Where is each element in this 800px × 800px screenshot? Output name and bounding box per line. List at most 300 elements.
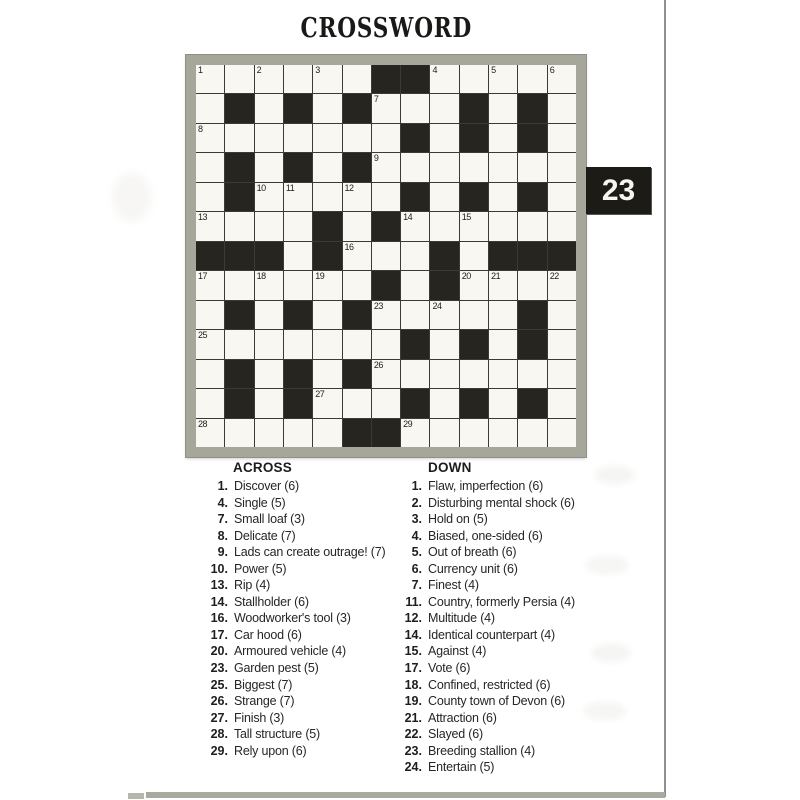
- clue-item: [196, 744, 401, 761]
- grid-cell-black: [401, 124, 429, 152]
- clue-item: [196, 727, 401, 744]
- clue-text: Vote (6): [428, 661, 471, 676]
- clue-number: 7.: [217, 512, 228, 527]
- grid-cell: [489, 330, 517, 358]
- grid-cell-number: 11: [285, 182, 295, 193]
- grid-cell: [372, 94, 400, 122]
- grid-cell-black: [489, 242, 517, 270]
- clue-text: Flaw, imperfection (6): [428, 479, 544, 493]
- clue-text: Hold on (5): [428, 512, 488, 527]
- crossword-grid: [196, 65, 576, 447]
- clue-item: [390, 529, 648, 546]
- grid-cell-number: 8: [198, 123, 203, 134]
- crossword-grid-frame: [186, 55, 586, 457]
- grid-cell: [313, 301, 341, 329]
- clue-text: Woodworker's tool (3): [234, 611, 351, 626]
- grid-cell: [372, 360, 400, 388]
- grid-cell: [518, 360, 546, 388]
- clue-text: Single (5): [234, 495, 286, 510]
- clue-number: 18.: [404, 677, 422, 692]
- page-number-badge: [586, 167, 651, 214]
- clue-item: [390, 744, 648, 761]
- clue-item: [390, 595, 648, 612]
- clue-number: 20.: [210, 644, 228, 659]
- grid-cell-black: [460, 183, 488, 211]
- clue-text: Out of breath (6): [428, 545, 517, 560]
- grid-cell: [489, 183, 517, 211]
- clue-item: [196, 496, 401, 513]
- clue-text: Confined, restricted (6): [428, 677, 551, 692]
- grid-cell: [518, 271, 546, 299]
- clue-number: 21.: [404, 710, 422, 725]
- grid-cell: [255, 212, 283, 240]
- clue-item: [196, 661, 401, 678]
- clue-item: [196, 529, 401, 546]
- grid-cell: [313, 94, 341, 122]
- grid-cell: [372, 301, 400, 329]
- grid-cell: [460, 301, 488, 329]
- grid-cell: [460, 212, 488, 240]
- grid-cell-number: 9: [373, 153, 379, 164]
- clue-number: 26.: [210, 694, 228, 709]
- grid-cell-number: 5: [491, 65, 496, 75]
- grid-cell-number: 1: [198, 65, 203, 75]
- grid-cell: [548, 271, 576, 299]
- grid-cell: [343, 271, 371, 299]
- grid-cell-number: 27: [315, 389, 325, 400]
- clue-item: [390, 479, 648, 496]
- grid-cell: [284, 65, 312, 93]
- across-header: ACROSS: [233, 460, 292, 475]
- clue-text: Currency unit (6): [428, 561, 518, 576]
- grid-cell-number: 20: [461, 271, 471, 282]
- grid-cell-number: 13: [198, 212, 208, 223]
- grid-cell: [255, 183, 283, 211]
- grid-cell: [313, 153, 341, 181]
- grid-cell: [372, 124, 400, 152]
- grid-cell: [343, 389, 371, 417]
- clue-text: County town of Devon (6): [428, 694, 565, 709]
- grid-cell-number: 19: [315, 271, 325, 282]
- grid-cell: [518, 419, 546, 447]
- grid-cell: [225, 124, 253, 152]
- grid-cell-black: [372, 271, 400, 299]
- clue-text: Biased, one-sided (6): [428, 528, 543, 543]
- grid-cell: [196, 183, 224, 211]
- grid-cell: [343, 242, 371, 270]
- grid-cell: [343, 65, 371, 93]
- clue-text: Tall structure (5): [234, 727, 321, 742]
- clue-number: 25.: [210, 677, 228, 692]
- clue-item: [196, 711, 401, 728]
- grid-cell: [460, 65, 488, 93]
- grid-cell: [225, 330, 253, 358]
- across-clue-list: [196, 479, 401, 760]
- clue-text: Finish (3): [234, 710, 285, 725]
- grid-cell: [284, 271, 312, 299]
- clue-number: 13.: [210, 578, 228, 593]
- clue-item: [196, 578, 401, 595]
- grid-cell-number: 29: [403, 418, 413, 429]
- clue-item: [390, 727, 648, 744]
- grid-cell-black: [460, 389, 488, 417]
- grid-cell-black: [401, 65, 429, 93]
- grid-cell: [460, 153, 488, 181]
- grid-cell: [401, 242, 429, 270]
- grid-cell-black: [372, 65, 400, 93]
- grid-cell-black: [518, 389, 546, 417]
- scan-smudge: [588, 706, 622, 716]
- grid-cell-black: [460, 330, 488, 358]
- grid-cell: [255, 153, 283, 181]
- grid-cell: [196, 153, 224, 181]
- page-title: CROSSWORD: [300, 13, 472, 44]
- clue-item: [390, 496, 648, 513]
- clue-item: [196, 628, 401, 645]
- clue-text: Delicate (7): [234, 528, 296, 543]
- grid-cell: [401, 301, 429, 329]
- grid-cell-black: [518, 301, 546, 329]
- grid-cell: [430, 330, 458, 358]
- grid-cell: [548, 360, 576, 388]
- grid-cell: [255, 94, 283, 122]
- clue-item: [390, 578, 648, 595]
- grid-cell: [548, 419, 576, 447]
- clue-number: 14.: [404, 627, 422, 642]
- page-edge-bottom: [146, 792, 665, 798]
- clue-number: 6.: [411, 561, 422, 576]
- grid-cell: [548, 94, 576, 122]
- grid-cell: [196, 360, 224, 388]
- grid-cell-black: [430, 271, 458, 299]
- grid-cell: [313, 271, 341, 299]
- clue-item: [196, 479, 401, 496]
- grid-cell: [313, 183, 341, 211]
- clue-text: Biggest (7): [234, 677, 293, 692]
- grid-cell-black: [225, 360, 253, 388]
- clue-number: 29.: [210, 743, 228, 758]
- grid-cell: [372, 183, 400, 211]
- clue-number: 16.: [210, 611, 228, 626]
- grid-cell-black: [401, 389, 429, 417]
- grid-cell: [401, 360, 429, 388]
- grid-cell: [548, 183, 576, 211]
- grid-cell: [343, 124, 371, 152]
- clue-item: [196, 545, 401, 562]
- grid-cell: [284, 330, 312, 358]
- grid-cell: [313, 419, 341, 447]
- grid-cell: [401, 271, 429, 299]
- across-clues-column: [196, 460, 401, 760]
- grid-cell: [430, 360, 458, 388]
- grid-cell: [548, 124, 576, 152]
- clue-text: Multitude (4): [428, 611, 495, 626]
- grid-cell: [401, 212, 429, 240]
- grid-cell: [196, 389, 224, 417]
- clue-number: 3.: [411, 512, 422, 527]
- clue-text: Identical counterpart (4): [428, 627, 556, 642]
- grid-cell: [313, 389, 341, 417]
- clue-number: 11.: [405, 594, 422, 609]
- grid-cell: [196, 124, 224, 152]
- clue-item: [196, 611, 401, 628]
- grid-cell-number: 24: [432, 300, 442, 311]
- grid-cell-black: [343, 419, 371, 447]
- scan-smudge: [590, 560, 624, 570]
- grid-cell-black: [401, 330, 429, 358]
- clue-number: 4.: [411, 528, 422, 543]
- grid-cell: [460, 419, 488, 447]
- grid-cell-number: 15: [461, 212, 471, 223]
- clue-item: [390, 512, 648, 529]
- grid-cell: [489, 389, 517, 417]
- grid-cell: [460, 360, 488, 388]
- grid-cell-black: [196, 242, 224, 270]
- clue-text: Country, formerly Persia (4): [428, 594, 575, 609]
- clue-text: Rip (4): [234, 578, 271, 593]
- clue-item: [196, 512, 401, 529]
- grid-cell: [430, 65, 458, 93]
- grid-cell: [489, 301, 517, 329]
- grid-cell-black: [313, 242, 341, 270]
- clue-item: [390, 678, 648, 695]
- grid-cell-black: [284, 153, 312, 181]
- grid-cell: [401, 153, 429, 181]
- clue-text: Armoured vehicle (4): [234, 644, 347, 659]
- scan-smudge: [596, 648, 626, 658]
- grid-cell: [401, 419, 429, 447]
- down-clues-column: [390, 460, 648, 777]
- grid-cell-black: [518, 94, 546, 122]
- grid-cell-black: [225, 301, 253, 329]
- grid-cell: [489, 271, 517, 299]
- clue-item: [196, 694, 401, 711]
- clue-number: 1.: [411, 479, 422, 493]
- clue-number: 4.: [217, 495, 228, 510]
- grid-cell: [313, 124, 341, 152]
- grid-cell: [313, 65, 341, 93]
- clue-text: Stallholder (6): [234, 594, 309, 609]
- grid-cell-number: 14: [403, 212, 413, 223]
- grid-cell: [284, 242, 312, 270]
- grid-cell: [518, 212, 546, 240]
- clue-text: Garden pest (5): [234, 661, 319, 676]
- clue-text: Lads can create outrage! (7): [234, 545, 386, 560]
- grid-cell: [372, 242, 400, 270]
- clue-number: 23.: [210, 661, 228, 676]
- grid-cell: [430, 389, 458, 417]
- grid-cell: [372, 153, 400, 181]
- grid-cell-black: [518, 330, 546, 358]
- clue-text: Small loaf (3): [234, 512, 305, 527]
- down-clue-list: [390, 479, 648, 777]
- clue-item: [390, 628, 648, 645]
- grid-cell: [548, 212, 576, 240]
- grid-cell-number: 21: [491, 271, 501, 282]
- clue-number: 8.: [217, 528, 228, 543]
- clue-number: 17.: [210, 627, 228, 642]
- grid-cell: [196, 419, 224, 447]
- grid-cell-black: [225, 242, 253, 270]
- grid-cell-black: [284, 301, 312, 329]
- grid-cell-black: [343, 94, 371, 122]
- clue-number: 23.: [404, 743, 422, 758]
- clue-number: 10.: [210, 561, 228, 576]
- grid-cell-black: [401, 183, 429, 211]
- clue-text: Slayed (6): [428, 727, 483, 742]
- clue-number: 28.: [210, 727, 228, 742]
- grid-cell: [430, 419, 458, 447]
- clue-number: 1.: [217, 479, 228, 493]
- grid-cell-black: [284, 360, 312, 388]
- clue-number: 14.: [210, 594, 228, 609]
- grid-cell: [196, 65, 224, 93]
- grid-cell-number: 4: [432, 65, 437, 75]
- grid-cell-number: 10: [256, 182, 266, 193]
- grid-cell: [196, 212, 224, 240]
- clue-item: [390, 661, 648, 678]
- grid-cell: [372, 389, 400, 417]
- grid-cell-black: [225, 153, 253, 181]
- clue-text: Finest (4): [428, 578, 479, 593]
- grid-cell: [489, 419, 517, 447]
- grid-cell-black: [284, 94, 312, 122]
- grid-cell: [225, 65, 253, 93]
- grid-cell: [430, 153, 458, 181]
- grid-cell: [401, 94, 429, 122]
- clue-number: 5.: [411, 545, 422, 560]
- clue-text: Power (5): [234, 561, 287, 576]
- scan-smudge: [118, 178, 146, 216]
- grid-cell: [255, 124, 283, 152]
- grid-cell-number: 12: [344, 182, 354, 193]
- grid-cell: [284, 419, 312, 447]
- grid-cell-number: 26: [373, 359, 383, 370]
- grid-cell: [225, 271, 253, 299]
- clue-text: Against (4): [428, 644, 487, 659]
- clue-item: [196, 644, 401, 661]
- clue-number: 15.: [404, 644, 422, 659]
- grid-cell-black: [343, 153, 371, 181]
- clue-number: 27.: [210, 710, 228, 725]
- clue-number: 17.: [404, 661, 422, 676]
- page-edge-right: [664, 0, 666, 797]
- grid-cell: [489, 65, 517, 93]
- grid-cell: [518, 65, 546, 93]
- grid-cell: [489, 124, 517, 152]
- clue-text: Entertain (5): [428, 760, 495, 775]
- grid-cell: [255, 301, 283, 329]
- clue-number: 2.: [411, 495, 422, 510]
- grid-cell-black: [284, 389, 312, 417]
- grid-cell: [460, 242, 488, 270]
- clue-text: Discover (6): [234, 479, 299, 493]
- grid-cell: [489, 360, 517, 388]
- clue-item: [390, 760, 648, 777]
- grid-cell: [548, 389, 576, 417]
- grid-cell: [460, 271, 488, 299]
- grid-cell: [430, 94, 458, 122]
- clue-text: Breeding stallion (4): [428, 743, 535, 758]
- grid-cell-number: 28: [198, 418, 208, 429]
- grid-cell: [284, 212, 312, 240]
- grid-cell-black: [225, 183, 253, 211]
- grid-cell: [489, 212, 517, 240]
- grid-cell-black: [518, 124, 546, 152]
- clue-text: Car hood (6): [234, 627, 302, 642]
- grid-cell: [255, 389, 283, 417]
- grid-cell-black: [343, 301, 371, 329]
- grid-cell: [255, 65, 283, 93]
- grid-cell: [255, 330, 283, 358]
- grid-cell-black: [460, 124, 488, 152]
- grid-cell: [430, 124, 458, 152]
- grid-cell: [489, 153, 517, 181]
- grid-cell-black: [460, 94, 488, 122]
- page-edge-bottom-fragment: [128, 793, 144, 799]
- clue-item: [390, 611, 648, 628]
- grid-cell: [548, 301, 576, 329]
- grid-cell: [489, 94, 517, 122]
- grid-cell-black: [372, 419, 400, 447]
- grid-cell-black: [255, 242, 283, 270]
- grid-cell-number: 2: [256, 65, 262, 75]
- grid-cell-number: 23: [373, 300, 383, 311]
- clue-number: 9.: [217, 545, 228, 560]
- grid-cell: [284, 183, 312, 211]
- grid-cell: [518, 153, 546, 181]
- clue-text: Disturbing mental shock (6): [428, 495, 575, 510]
- clue-text: Strange (7): [234, 694, 295, 709]
- grid-cell: [430, 183, 458, 211]
- grid-cell: [372, 330, 400, 358]
- grid-cell: [255, 360, 283, 388]
- grid-cell-number: 16: [344, 241, 354, 252]
- grid-cell: [548, 330, 576, 358]
- grid-cell: [225, 419, 253, 447]
- clue-number: 19.: [404, 694, 422, 709]
- grid-cell-black: [225, 389, 253, 417]
- grid-cell: [343, 183, 371, 211]
- grid-cell: [343, 330, 371, 358]
- grid-cell-black: [225, 94, 253, 122]
- scan-smudge: [600, 470, 630, 480]
- grid-cell: [255, 419, 283, 447]
- grid-cell-number: 25: [198, 330, 208, 341]
- clue-number: 12.: [404, 611, 422, 626]
- grid-cell: [255, 271, 283, 299]
- grid-cell-number: 22: [549, 271, 559, 282]
- grid-cell: [225, 212, 253, 240]
- grid-cell: [196, 330, 224, 358]
- clue-item: [196, 595, 401, 612]
- clue-item: [196, 678, 401, 695]
- grid-cell-black: [430, 242, 458, 270]
- grid-cell-number: 7: [373, 94, 379, 105]
- clue-item: [196, 562, 401, 579]
- grid-cell: [430, 301, 458, 329]
- grid-cell-number: 17: [198, 271, 208, 282]
- clue-number: 7.: [411, 578, 422, 593]
- grid-cell: [343, 212, 371, 240]
- clue-text: Attraction (6): [428, 710, 497, 725]
- grid-cell-number: 6: [549, 65, 555, 75]
- grid-cell-black: [518, 183, 546, 211]
- grid-cell: [196, 301, 224, 329]
- clue-number: 22.: [404, 727, 422, 742]
- grid-cell-black: [343, 360, 371, 388]
- grid-cell-black: [313, 212, 341, 240]
